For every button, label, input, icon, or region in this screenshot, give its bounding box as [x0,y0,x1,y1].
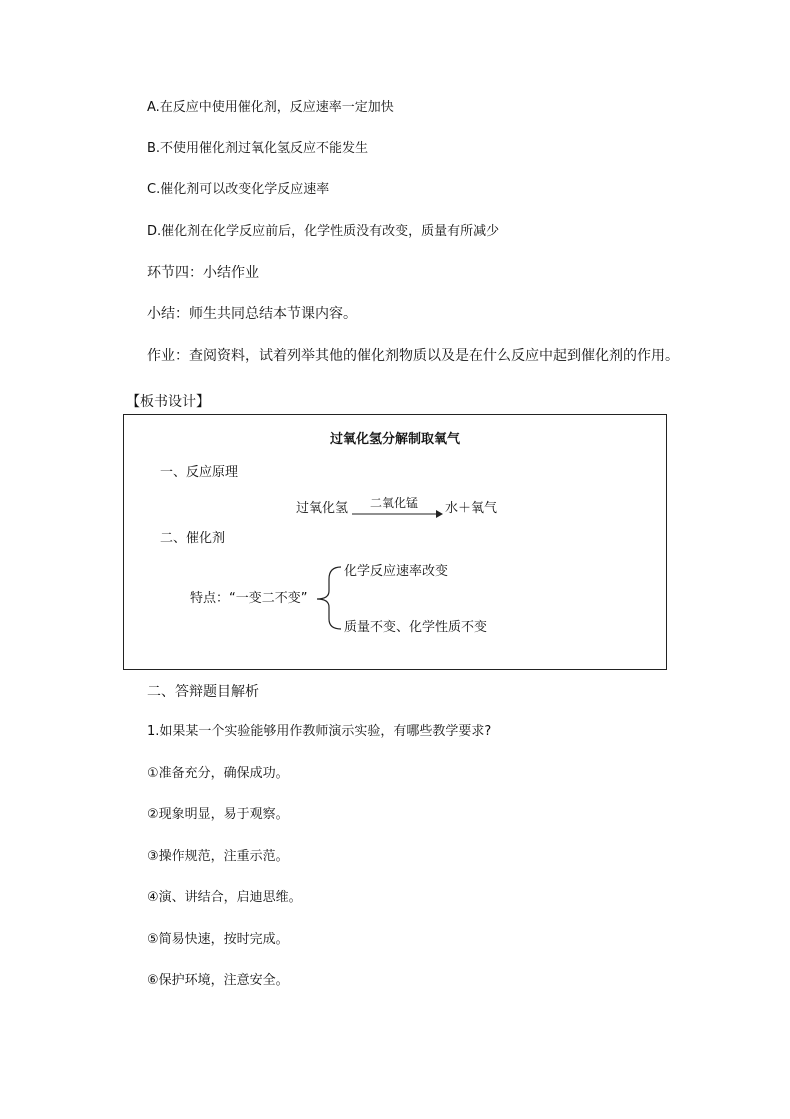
feature-unchanged: 质量不变、化学性质不变 [344,620,488,635]
board-section-catalyst: 二、催化剂 [160,531,226,546]
products-label: 水＋氧气 [445,501,498,516]
point-4: ④演、讲结合，启迪思维。 [147,890,302,905]
point-1: ①准备充分，确保成功。 [147,766,289,781]
option-b: B.不使用催化剂过氧化氢反应不能发生 [147,141,369,156]
section4-title: 环节四：小结作业 [147,265,259,281]
point-6: ⑥保护环境，注意安全。 [147,973,289,988]
homework-text: 作业：查阅资料，试着列举其他的催化剂物质以及是在什么反应中起到催化剂的作用。 [147,348,679,364]
question-text: 1.如果某一个实验能够用作教师演示实验，有哪些教学要求? [147,724,492,739]
option-d: D.催化剂在化学反应前后，化学性质没有改变，质量有所减少 [147,224,500,239]
part2-title: 二、答辩题目解析 [147,684,259,700]
board-heading: 【板书设计】 [126,394,210,410]
summary-text: 小结：师生共同总结本节课内容。 [147,306,357,322]
board-section-principle: 一、反应原理 [160,465,239,480]
reaction-arrowhead [436,510,443,518]
option-a: A.在反应中使用催化剂，反应速率一定加快 [147,100,394,115]
reactant-label: 过氧化氢 [296,501,349,516]
feature-label: 特点：“一变二不变” [190,591,308,606]
board-title: 过氧化氢分解制取氧气 [329,432,460,447]
point-3: ③操作规范，注重示范。 [147,849,289,864]
point-2: ②现象明显，易于观察。 [147,807,289,822]
condition-label: 二氧化锰 [370,496,419,510]
point-5: ⑤简易快速，按时完成。 [147,932,289,947]
feature-brace [317,567,341,629]
option-c: C.催化剂可以改变化学反应速率 [147,182,330,197]
feature-change: 化学反应速率改变 [344,564,449,579]
board-design-box [123,414,667,670]
